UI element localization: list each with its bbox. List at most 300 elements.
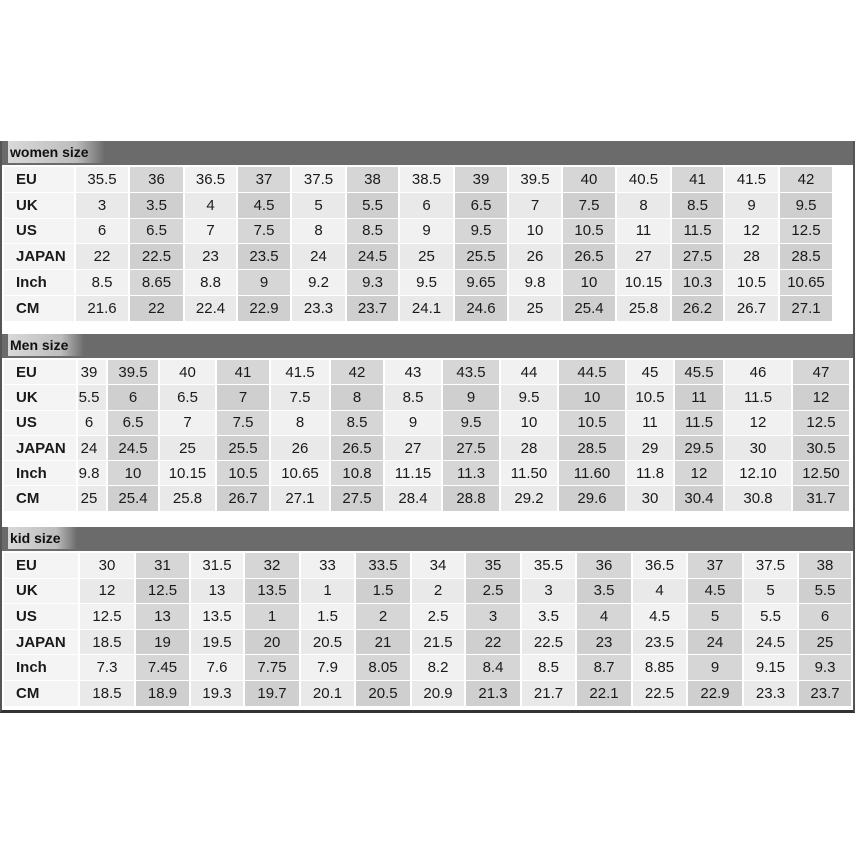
size-cell: 13 [191, 579, 243, 605]
size-cell: 39 [455, 167, 507, 193]
size-cell: 41 [672, 167, 723, 193]
row-label: JAPAN [4, 436, 76, 461]
size-cell: 20 [245, 630, 299, 656]
size-cell: 27.1 [271, 486, 329, 511]
size-cell: 29.6 [559, 486, 625, 511]
size-cell: 23.5 [633, 630, 686, 656]
size-cell: 8.85 [633, 655, 686, 681]
size-cell: 7.5 [217, 411, 269, 436]
row-label: Inch [4, 461, 76, 486]
size-cell: 5 [688, 604, 742, 630]
section-title: kid size [8, 527, 77, 549]
size-cell: 9 [400, 219, 453, 245]
size-cell: 27.5 [672, 244, 723, 270]
table-row [4, 655, 851, 681]
size-cell: 9.2 [292, 270, 345, 296]
size-cell: 23.7 [799, 681, 851, 707]
size-cell: 6 [400, 193, 453, 219]
size-cell: 25.4 [563, 296, 615, 322]
size-cell: 35.5 [522, 553, 575, 579]
size-cell: 3 [522, 579, 575, 605]
size-cell: 8.5 [672, 193, 723, 219]
size-cell: 36.5 [633, 553, 686, 579]
size-cell: 39.5 [509, 167, 561, 193]
size-cell: 23.3 [744, 681, 797, 707]
size-cell: 9 [443, 385, 499, 410]
size-cell: 29.2 [501, 486, 557, 511]
size-cell: 10.15 [160, 461, 215, 486]
size-cell: 13 [136, 604, 189, 630]
size-cell: 12.10 [725, 461, 791, 486]
size-cell: 7 [509, 193, 561, 219]
size-cell: 35 [466, 553, 520, 579]
size-cell: 18.9 [136, 681, 189, 707]
size-cell: 29 [627, 436, 673, 461]
size-cell: 6.5 [455, 193, 507, 219]
size-cell: 11 [675, 385, 723, 410]
size-cell: 38 [799, 553, 851, 579]
size-cell: 11.5 [672, 219, 723, 245]
table-row [4, 681, 851, 707]
size-cell: 30 [725, 436, 791, 461]
size-cell: 44.5 [559, 360, 625, 385]
size-cell: 30.4 [675, 486, 723, 511]
size-cell: 9.5 [400, 270, 453, 296]
row-label: UK [4, 579, 78, 605]
size-cell: 10.15 [617, 270, 670, 296]
size-cell: 9 [688, 655, 742, 681]
size-cell: 8.5 [347, 219, 398, 245]
size-cell: 12 [725, 219, 778, 245]
size-cell: 10.8 [331, 461, 383, 486]
table-row [4, 296, 832, 322]
size-cell: 11.8 [627, 461, 673, 486]
size-cell: 9 [725, 193, 778, 219]
size-cell: 33.5 [356, 553, 410, 579]
size-cell: 46 [725, 360, 791, 385]
size-cell: 8.2 [412, 655, 464, 681]
size-cell: 24.5 [347, 244, 398, 270]
table-row [4, 579, 851, 605]
size-cell: 22.9 [688, 681, 742, 707]
size-cell: 10 [563, 270, 615, 296]
size-cell: 23 [577, 630, 631, 656]
size-cell: 24 [78, 436, 106, 461]
size-cell: 9.15 [744, 655, 797, 681]
size-cell: 1.5 [301, 604, 354, 630]
size-cell: 30.8 [725, 486, 791, 511]
table-row [4, 193, 832, 219]
row-label: JAPAN [4, 630, 78, 656]
size-cell: 10 [501, 411, 557, 436]
size-cell: 10.5 [627, 385, 673, 410]
size-cell: 25 [160, 436, 215, 461]
kid-size-section [2, 527, 855, 707]
size-cell: 5.5 [78, 385, 106, 410]
row-label: EU [4, 167, 74, 193]
size-cell: 37.5 [744, 553, 797, 579]
size-cell: 42 [331, 360, 383, 385]
section-header [2, 141, 855, 165]
size-cell: 8.7 [577, 655, 631, 681]
size-cell: 8.4 [466, 655, 520, 681]
size-cell: 5.5 [744, 604, 797, 630]
size-cell: 6 [76, 219, 128, 245]
size-cell: 9 [238, 270, 290, 296]
size-cell: 9.5 [443, 411, 499, 436]
size-cell: 21 [356, 630, 410, 656]
size-cell: 9.8 [78, 461, 106, 486]
size-cell: 10.5 [217, 461, 269, 486]
size-cell: 11.15 [385, 461, 441, 486]
size-cell: 28 [501, 436, 557, 461]
men-size-section [2, 334, 855, 512]
size-cell: 22.4 [185, 296, 236, 322]
size-cell: 5 [744, 579, 797, 605]
size-cell: 24.5 [108, 436, 158, 461]
size-cell: 26 [271, 436, 329, 461]
size-cell: 36.5 [185, 167, 236, 193]
size-cell: 27.1 [780, 296, 832, 322]
size-cell: 21.7 [522, 681, 575, 707]
size-cell: 37 [688, 553, 742, 579]
size-cell: 31.5 [191, 553, 243, 579]
size-cell: 7.6 [191, 655, 243, 681]
row-label: Inch [4, 655, 78, 681]
size-cell: 22.5 [633, 681, 686, 707]
men-size-table [2, 360, 851, 512]
size-cell: 25.5 [455, 244, 507, 270]
table-row [4, 360, 849, 385]
table-row [4, 553, 851, 579]
size-cell: 10 [509, 219, 561, 245]
size-cell: 39.5 [108, 360, 158, 385]
size-cell: 11.60 [559, 461, 625, 486]
table-row [4, 604, 851, 630]
size-cell: 12.5 [80, 604, 134, 630]
size-cell: 6 [799, 604, 851, 630]
size-cell: 5.5 [347, 193, 398, 219]
row-label: UK [4, 193, 74, 219]
size-cell: 38.5 [400, 167, 453, 193]
table-row [4, 244, 832, 270]
size-cell: 4 [577, 604, 631, 630]
size-cell: 11.3 [443, 461, 499, 486]
size-cell: 24 [292, 244, 345, 270]
size-cell: 34 [412, 553, 464, 579]
size-chart [0, 141, 855, 713]
size-cell: 22 [130, 296, 183, 322]
size-cell: 8.5 [522, 655, 575, 681]
size-cell: 10.5 [563, 219, 615, 245]
size-cell: 42 [780, 167, 832, 193]
size-cell: 25 [78, 486, 106, 511]
size-cell: 12.5 [136, 579, 189, 605]
size-cell: 4.5 [238, 193, 290, 219]
size-cell: 3.5 [577, 579, 631, 605]
size-cell: 8.05 [356, 655, 410, 681]
size-cell: 40.5 [617, 167, 670, 193]
size-cell: 10 [559, 385, 625, 410]
size-cell: 19.7 [245, 681, 299, 707]
size-cell: 29.5 [675, 436, 723, 461]
row-label: JAPAN [4, 244, 74, 270]
row-label: Inch [4, 270, 74, 296]
size-cell: 8.5 [331, 411, 383, 436]
size-cell: 9.3 [347, 270, 398, 296]
size-cell: 8.5 [385, 385, 441, 410]
size-cell: 2 [412, 579, 464, 605]
size-cell: 21.5 [412, 630, 464, 656]
size-cell: 22.5 [522, 630, 575, 656]
size-cell: 6.5 [130, 219, 183, 245]
size-cell: 8.8 [185, 270, 236, 296]
size-cell: 9.65 [455, 270, 507, 296]
size-cell: 10.65 [271, 461, 329, 486]
size-cell: 12 [725, 411, 791, 436]
size-cell: 25 [400, 244, 453, 270]
size-cell: 27 [617, 244, 670, 270]
size-cell: 19 [136, 630, 189, 656]
size-cell: 7 [185, 219, 236, 245]
size-cell: 22.1 [577, 681, 631, 707]
size-cell: 35.5 [76, 167, 128, 193]
size-cell: 3 [466, 604, 520, 630]
size-cell: 2.5 [412, 604, 464, 630]
table-row [4, 167, 832, 193]
size-cell: 45.5 [675, 360, 723, 385]
size-cell: 27.5 [331, 486, 383, 511]
size-cell: 12 [793, 385, 849, 410]
section-header [2, 334, 855, 358]
size-cell: 11 [617, 219, 670, 245]
size-cell: 7.45 [136, 655, 189, 681]
size-cell: 11 [627, 411, 673, 436]
size-cell: 31 [136, 553, 189, 579]
row-label: US [4, 604, 78, 630]
size-cell: 3 [76, 193, 128, 219]
size-cell: 13.5 [191, 604, 243, 630]
size-cell: 10.5 [725, 270, 778, 296]
table-row [4, 630, 851, 656]
size-cell: 33 [301, 553, 354, 579]
size-cell: 12 [675, 461, 723, 486]
table-row [4, 219, 832, 245]
size-cell: 2.5 [466, 579, 520, 605]
size-cell: 30 [80, 553, 134, 579]
table-row [4, 385, 849, 410]
women-size-section [2, 141, 855, 322]
size-cell: 27 [385, 436, 441, 461]
size-cell: 25 [799, 630, 851, 656]
size-cell: 11.50 [501, 461, 557, 486]
size-cell: 7.75 [245, 655, 299, 681]
size-cell: 8.5 [76, 270, 128, 296]
row-label: CM [4, 681, 78, 707]
size-cell: 25.8 [160, 486, 215, 511]
row-label: EU [4, 553, 78, 579]
size-cell: 7.5 [271, 385, 329, 410]
row-label: UK [4, 385, 76, 410]
size-cell: 8 [271, 411, 329, 436]
size-cell: 7.9 [301, 655, 354, 681]
size-cell: 3.5 [130, 193, 183, 219]
size-cell: 41.5 [725, 167, 778, 193]
size-cell: 13.5 [245, 579, 299, 605]
size-cell: 30.5 [793, 436, 849, 461]
size-cell: 10.3 [672, 270, 723, 296]
size-cell: 19.3 [191, 681, 243, 707]
size-cell: 28.5 [780, 244, 832, 270]
size-cell: 24 [688, 630, 742, 656]
size-cell: 7.3 [80, 655, 134, 681]
size-cell: 19.5 [191, 630, 243, 656]
section-title: women size [8, 141, 105, 163]
size-cell: 9.5 [501, 385, 557, 410]
row-label: EU [4, 360, 76, 385]
size-cell: 45 [627, 360, 673, 385]
table-row [4, 486, 849, 511]
size-cell: 26.5 [563, 244, 615, 270]
size-cell: 44 [501, 360, 557, 385]
size-cell: 26.5 [331, 436, 383, 461]
size-cell: 32 [245, 553, 299, 579]
size-cell: 22 [76, 244, 128, 270]
women-size-table [2, 167, 834, 322]
size-cell: 2 [356, 604, 410, 630]
size-cell: 40 [563, 167, 615, 193]
size-cell: 6 [108, 385, 158, 410]
size-cell: 28 [725, 244, 778, 270]
size-cell: 10 [108, 461, 158, 486]
size-cell: 7.5 [238, 219, 290, 245]
row-label: US [4, 219, 74, 245]
size-cell: 23 [185, 244, 236, 270]
size-cell: 22 [466, 630, 520, 656]
size-cell: 18.5 [80, 681, 134, 707]
size-cell: 11.5 [675, 411, 723, 436]
size-cell: 7.5 [563, 193, 615, 219]
size-cell: 31.7 [793, 486, 849, 511]
size-cell: 6.5 [108, 411, 158, 436]
table-row [4, 270, 832, 296]
size-cell: 25 [509, 296, 561, 322]
size-cell: 41.5 [271, 360, 329, 385]
size-cell: 24.5 [744, 630, 797, 656]
size-cell: 1 [245, 604, 299, 630]
size-cell: 8 [617, 193, 670, 219]
size-cell: 5 [292, 193, 345, 219]
size-cell: 26.7 [217, 486, 269, 511]
size-cell: 9.5 [780, 193, 832, 219]
size-cell: 12 [80, 579, 134, 605]
size-cell: 30 [627, 486, 673, 511]
size-cell: 40 [160, 360, 215, 385]
size-cell: 4 [633, 579, 686, 605]
size-cell: 21.6 [76, 296, 128, 322]
size-cell: 12.50 [793, 461, 849, 486]
size-cell: 20.5 [301, 630, 354, 656]
row-label: US [4, 411, 76, 436]
size-cell: 24.1 [400, 296, 453, 322]
size-cell: 22.9 [238, 296, 290, 322]
section-header [2, 527, 855, 551]
size-cell: 24.6 [455, 296, 507, 322]
size-cell: 43.5 [443, 360, 499, 385]
size-cell: 4.5 [633, 604, 686, 630]
size-cell: 1.5 [356, 579, 410, 605]
size-cell: 7 [160, 411, 215, 436]
size-cell: 36 [577, 553, 631, 579]
size-cell: 36 [130, 167, 183, 193]
size-cell: 28.4 [385, 486, 441, 511]
table-row [4, 436, 849, 461]
size-cell: 20.1 [301, 681, 354, 707]
size-cell: 23.7 [347, 296, 398, 322]
size-cell: 8.65 [130, 270, 183, 296]
size-cell: 25.4 [108, 486, 158, 511]
size-cell: 20.9 [412, 681, 464, 707]
size-cell: 6 [78, 411, 106, 436]
size-cell: 20.5 [356, 681, 410, 707]
size-cell: 43 [385, 360, 441, 385]
size-cell: 23.5 [238, 244, 290, 270]
size-cell: 28.8 [443, 486, 499, 511]
size-cell: 39 [78, 360, 106, 385]
kid-size-table [2, 553, 853, 707]
size-cell: 37 [238, 167, 290, 193]
size-cell: 47 [793, 360, 849, 385]
size-cell: 38 [347, 167, 398, 193]
size-cell: 18.5 [80, 630, 134, 656]
size-cell: 28.5 [559, 436, 625, 461]
size-cell: 9.5 [455, 219, 507, 245]
size-cell: 27.5 [443, 436, 499, 461]
row-label: CM [4, 296, 74, 322]
size-cell: 4.5 [688, 579, 742, 605]
size-cell: 5.5 [799, 579, 851, 605]
size-cell: 9 [385, 411, 441, 436]
size-cell: 1 [301, 579, 354, 605]
size-cell: 26 [509, 244, 561, 270]
size-cell: 7 [217, 385, 269, 410]
size-cell: 8 [331, 385, 383, 410]
table-row [4, 461, 849, 486]
size-cell: 37.5 [292, 167, 345, 193]
size-cell: 41 [217, 360, 269, 385]
size-cell: 26.7 [725, 296, 778, 322]
size-cell: 4 [185, 193, 236, 219]
size-cell: 8 [292, 219, 345, 245]
size-cell: 10.65 [780, 270, 832, 296]
size-cell: 25.8 [617, 296, 670, 322]
size-cell: 12.5 [780, 219, 832, 245]
section-title: Men size [8, 334, 84, 356]
row-label: CM [4, 486, 76, 511]
size-cell: 11.5 [725, 385, 791, 410]
size-cell: 23.3 [292, 296, 345, 322]
size-cell: 9.3 [799, 655, 851, 681]
size-cell: 26.2 [672, 296, 723, 322]
size-cell: 12.5 [793, 411, 849, 436]
size-cell: 25.5 [217, 436, 269, 461]
size-cell: 22.5 [130, 244, 183, 270]
size-cell: 21.3 [466, 681, 520, 707]
size-cell: 9.8 [509, 270, 561, 296]
size-cell: 3.5 [522, 604, 575, 630]
table-row [4, 411, 849, 436]
size-cell: 6.5 [160, 385, 215, 410]
